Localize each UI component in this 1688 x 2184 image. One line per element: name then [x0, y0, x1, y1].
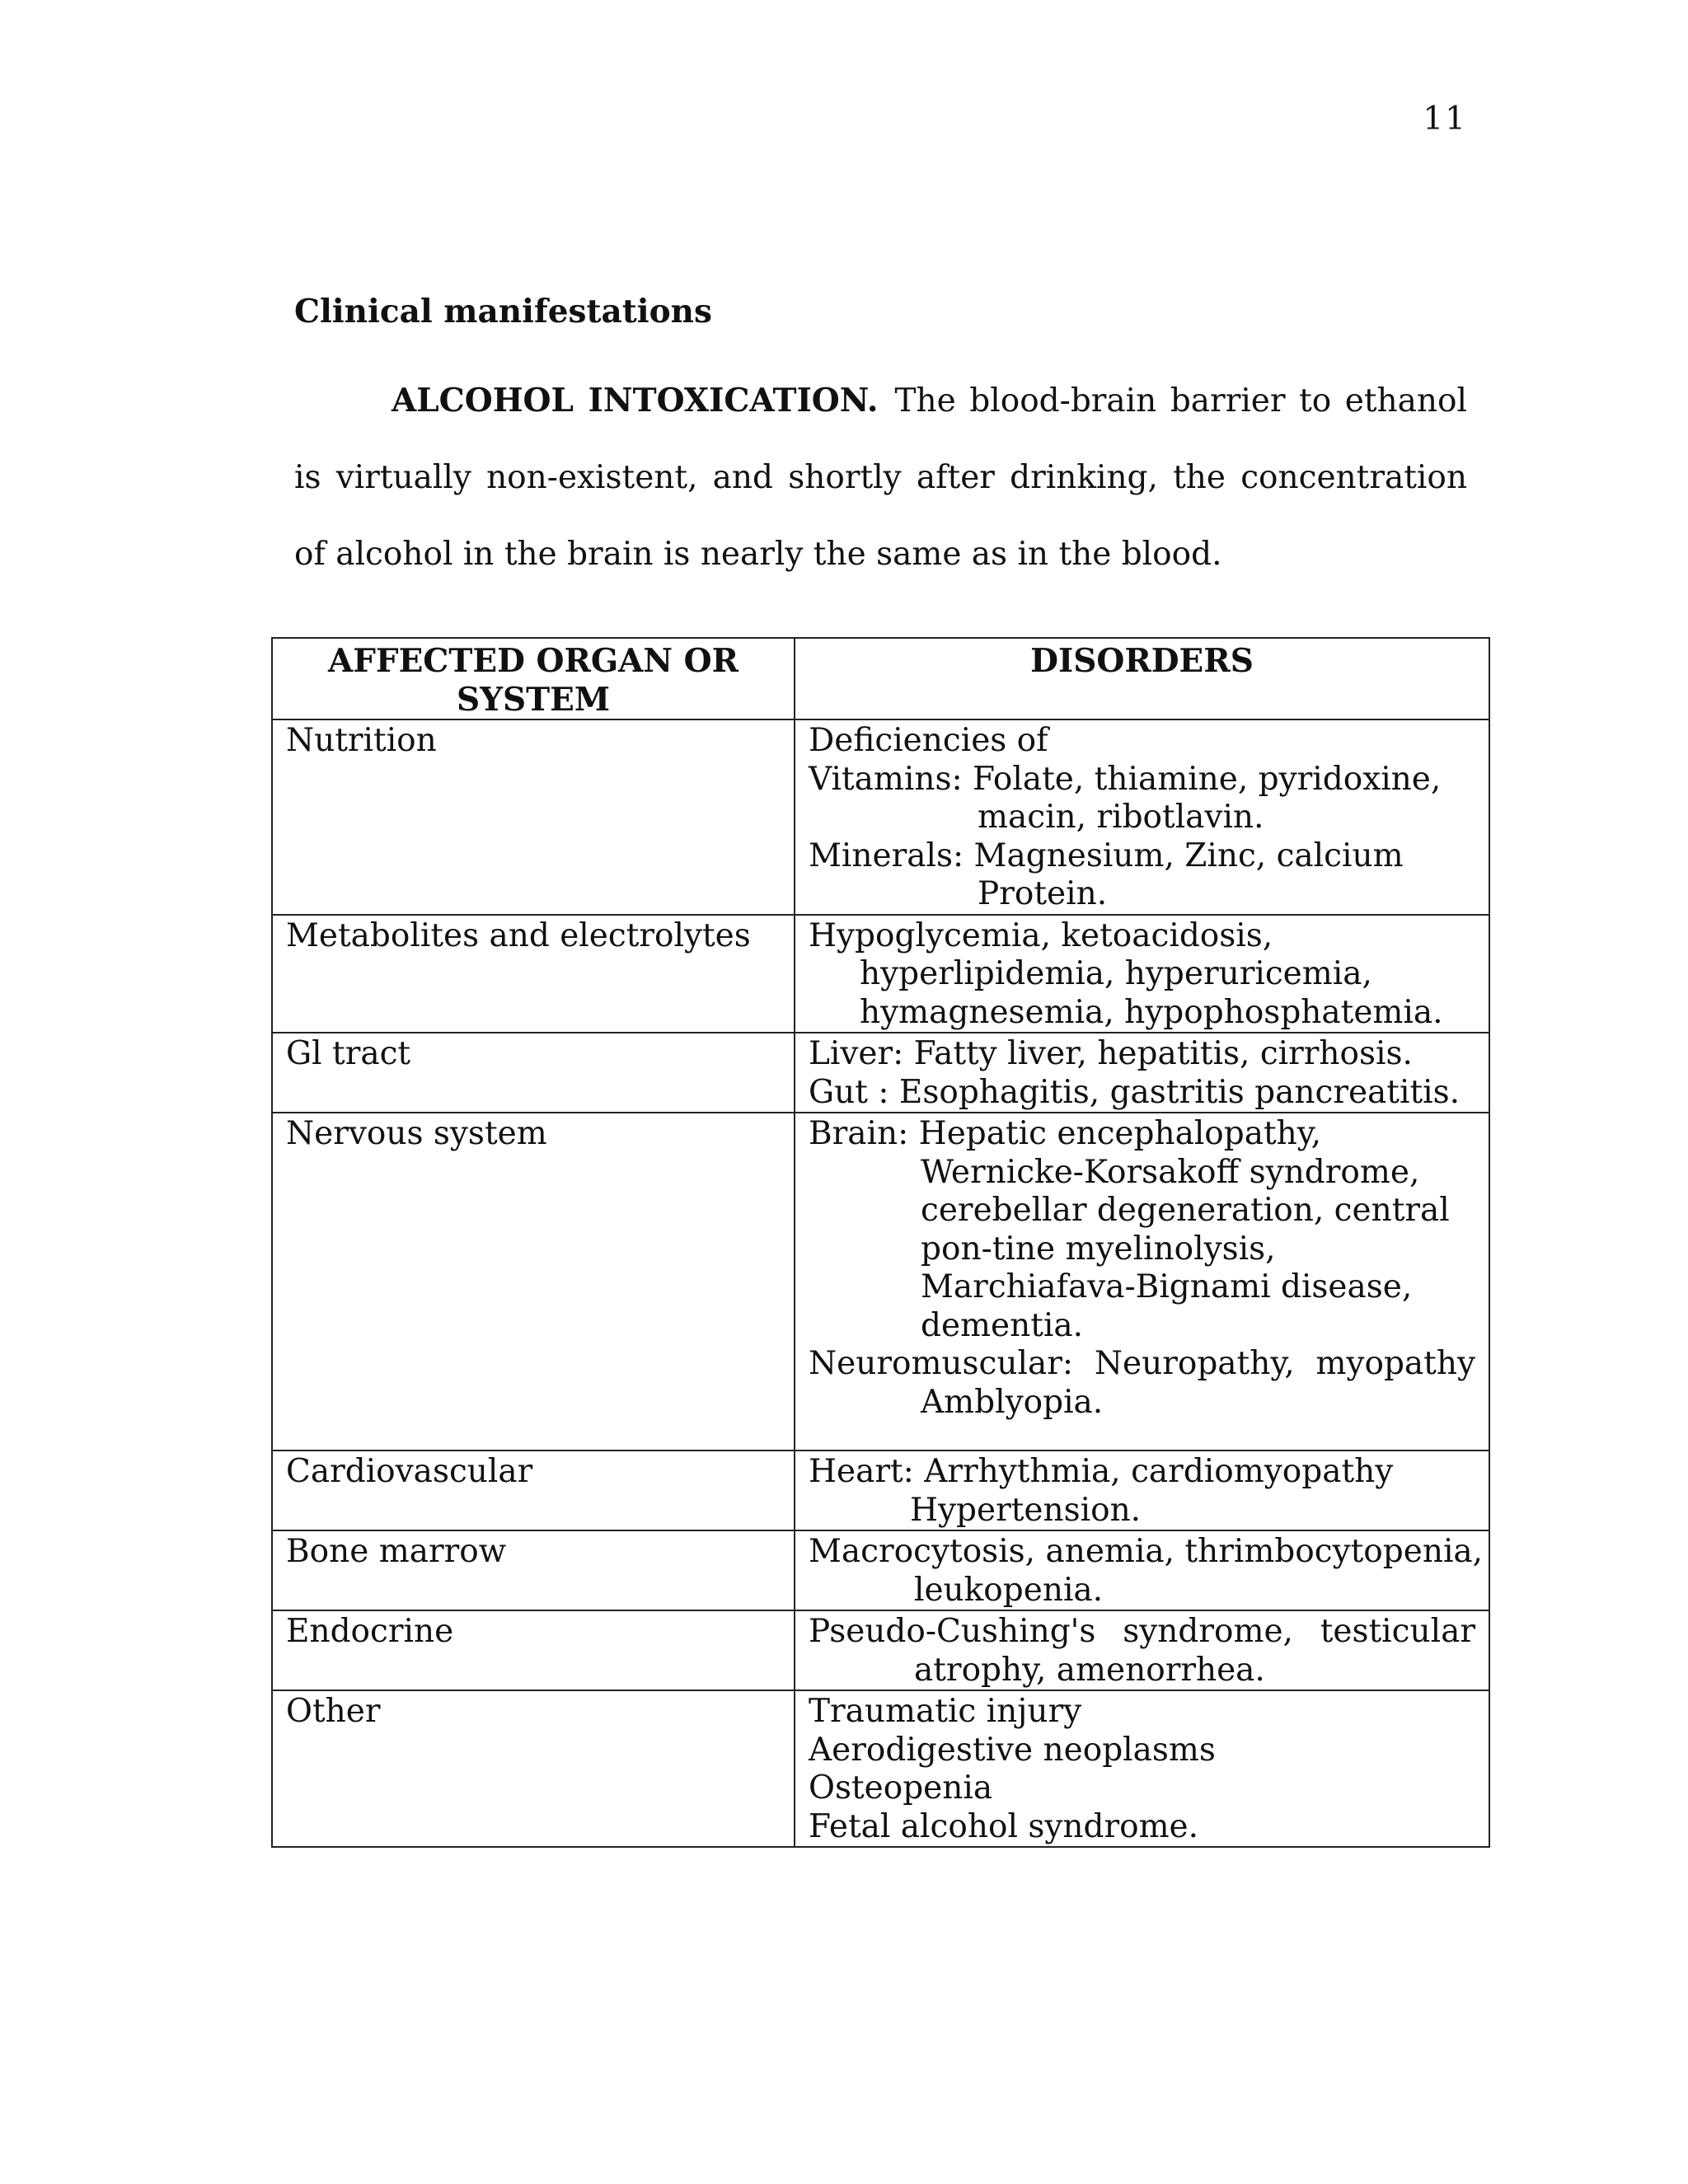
- disorders-cell: [795, 719, 1489, 915]
- column-header-disorders: DISORDERS: [795, 638, 1489, 719]
- organ-cell: Cardiovascular: [272, 1451, 795, 1530]
- table-row: [272, 719, 1489, 915]
- table-row: [272, 915, 1489, 1033]
- disorder-line: Osteopenia: [809, 1769, 993, 1807]
- disorders-table: [271, 637, 1490, 1848]
- intro-text: The blood-brain barrier to ethanol is virtually non-existent, and shortly after drinking, the concentration of alcohol in the brain is nearly the same as in the blood.: [294, 382, 1467, 573]
- table-row: [272, 1610, 1489, 1690]
- disorder-line: [809, 1613, 1475, 1652]
- disorder-word: Neuromuscular:: [809, 1345, 1074, 1382]
- disorder-line: Deficiencies of: [809, 722, 1048, 759]
- disorder-line: Protein.: [978, 875, 1108, 912]
- disorder-line: Amblyopia.: [921, 1383, 1104, 1421]
- table-header-row: [272, 638, 1489, 719]
- disorders-cell: [795, 1530, 1489, 1610]
- disorder-word: testicular: [1320, 1613, 1475, 1650]
- disorder-line: cerebellar degeneration, central: [921, 1192, 1450, 1229]
- disorder-line: Liver: Fatty liver, hepatitis, cirrhosis.: [809, 1035, 1413, 1072]
- disorder-word: syndrome,: [1123, 1613, 1293, 1650]
- page-number: 11: [1423, 101, 1467, 138]
- table-row: [272, 1451, 1489, 1530]
- disorder-line: Fetal alcohol syndrome.: [809, 1807, 1199, 1845]
- table-row: [272, 1690, 1489, 1847]
- organ-cell: Nutrition: [272, 719, 795, 915]
- disorder-line: dementia.: [921, 1306, 1084, 1344]
- disorder-line: Aerodigestive neoplasms: [809, 1731, 1216, 1769]
- organ-cell: Metabolites and electrolytes: [272, 915, 795, 1033]
- disorder-line: Heart: Arrhythmia, cardiomyopathy: [809, 1453, 1394, 1490]
- disorder-line: Hypoglycemia, ketoacidosis,: [809, 916, 1273, 954]
- column-header-organ: AFFECTED ORGAN OR SYSTEM: [272, 638, 795, 719]
- disorders-cell: [795, 1113, 1489, 1451]
- organ-cell: Endocrine: [272, 1610, 795, 1690]
- table-row: [272, 1530, 1489, 1610]
- disorder-word: Neuropathy,: [1094, 1345, 1295, 1382]
- disorder-word: myopathy: [1315, 1345, 1475, 1382]
- disorders-cell: [795, 915, 1489, 1033]
- disorders-cell: [795, 1033, 1489, 1113]
- disorder-line: macin, ribotlavin.: [978, 799, 1264, 836]
- disorder-line: [809, 1345, 1475, 1384]
- disorders-cell: [795, 1451, 1489, 1530]
- disorders-cell: [795, 1610, 1489, 1690]
- disorder-line: atrophy, amenorrhea.: [914, 1651, 1265, 1689]
- section-heading: Clinical manifestations: [294, 293, 712, 330]
- disorder-line: Wernicke-Korsakoff syndrome,: [921, 1153, 1420, 1191]
- disorder-line: Marchiafava-Bignami disease,: [921, 1268, 1413, 1305]
- disorder-line: Brain: Hepatic encephalopathy,: [809, 1115, 1322, 1152]
- organ-cell: Bone marrow: [272, 1530, 795, 1610]
- intro-paragraph: [294, 363, 1467, 593]
- disorder-line: Macrocytosis, anemia, thrimbocytopenia,: [809, 1533, 1484, 1570]
- disorder-line: hyperlipidemia, hyperuricemia,: [860, 955, 1372, 992]
- disorder-line: leukopenia.: [914, 1571, 1104, 1609]
- disorder-line: pon-tine myelinolysis,: [921, 1230, 1276, 1268]
- disorders-cell: [795, 1690, 1489, 1847]
- disorder-line: Hypertension.: [910, 1491, 1142, 1529]
- organ-cell: Gl tract: [272, 1033, 795, 1113]
- disorder-line: hymagnesemia, hypophosphatemia.: [860, 993, 1443, 1031]
- disorder-line: Vitamins: Folate, thiamine, pyridoxine,: [809, 760, 1442, 798]
- run-in-heading: ALCOHOL INTOXICATION.: [392, 382, 879, 419]
- table-row: [272, 1113, 1489, 1451]
- organ-cell: Other: [272, 1690, 795, 1847]
- disorder-line: Minerals: Magnesium, Zinc, calcium: [809, 837, 1404, 874]
- disorder-word: Pseudo-Cushing's: [809, 1613, 1096, 1650]
- disorder-line: Traumatic injury: [809, 1693, 1082, 1730]
- organ-cell: Nervous system: [272, 1113, 795, 1451]
- disorder-line: Gut : Esophagitis, gastritis pancreatitis.: [809, 1073, 1460, 1111]
- table-row: [272, 1033, 1489, 1113]
